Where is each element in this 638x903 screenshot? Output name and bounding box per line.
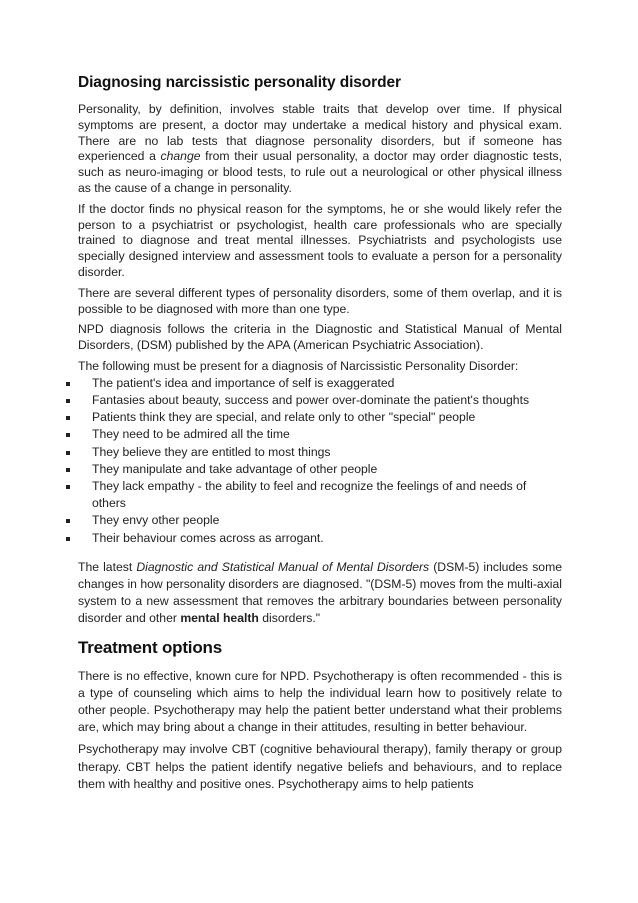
paragraph-dsm5-text-a: The latest — [78, 559, 137, 574]
document-page — [78, 74, 562, 798]
list-item: The patient's idea and importance of self is exaggerated — [64, 375, 562, 392]
paragraph-types: There are several different types of personality disorders, some of them overlap, and it is possible to be diagnosed with more than one type. — [78, 285, 562, 316]
list-item: Fantasies about beauty, success and power over-dominate the patient's thoughts — [64, 392, 562, 409]
spacer — [78, 547, 562, 559]
paragraph-personality — [78, 102, 562, 197]
paragraph-personality-text-b: from their usual personality, a doctor may order diagnostic tests, such as neuro-imaging or blood tests, to rule out a neurological or other physical illness as the cause of a change in personality. — [78, 149, 562, 195]
paragraph-dsm5-text-c: disorders." — [258, 611, 321, 626]
paragraph-cbt: Psychotherapy may involve CBT (cognitive behavioural therapy), family therapy or group therapy. CBT helps the patient identify negative beliefs and behaviours, and to replace them with healthy and positive ones. Psychotherapy aims to help patients — [78, 742, 562, 791]
link-mental-health[interactable]: mental health — [180, 611, 259, 626]
list-item: They manipulate and take advantage of other people — [64, 461, 562, 478]
paragraph-dsm5-text-b: (DSM-5) includes some changes in how personality disorders are diagnosed. "(DSM-5) moves from the multi-axial system to a new assessment that removes the arbitrary boundaries between personality disorder and other — [78, 559, 562, 626]
section-heading-diagnosing: Diagnosing narcissistic personality disorder — [78, 74, 401, 91]
list-item: They envy other people — [64, 512, 562, 529]
paragraph-dsm: NPD diagnosis follows the criteria in the Diagnostic and Statistical Manual of Mental Disorders, (DSM) published by the APA (American Psychiatric Association). — [78, 322, 562, 353]
italic-dsm-title: Diagnostic and Statistical Manual of Mental Disorders — [136, 559, 430, 574]
criteria-list — [64, 375, 562, 547]
list-item: They believe they are entitled to most things — [64, 444, 562, 461]
paragraph-dsm5 — [78, 559, 562, 628]
italic-change: change — [160, 149, 201, 164]
list-item: They need to be admired all the time — [64, 426, 562, 443]
list-item: They lack empathy - the ability to feel and recognize the feelings of and needs of others — [64, 478, 562, 512]
section-heading-treatment: Treatment options — [78, 637, 222, 657]
paragraph-no-cure: There is no effective, known cure for NPD. Psychotherapy is often recommended - this is a type of counseling which aims to help the individual learn how to positively relate to other people. Psychotherapy may help the patient better understand what their problems are, which may bring about a change in their attitudes, resulting in better behaviour. — [78, 668, 562, 735]
paragraph-referral: If the doctor finds no physical reason for the symptoms, he or she would likely refer the person to a psychiatrist or psychologist, health care professionals who are specially trained to diagnose and treat mental illnesses. Psychiatrists and psychologists use specially designed interview and assessment tools to evaluate a person for a personality disorder. — [78, 201, 562, 279]
list-item: Their behaviour comes across as arrogant. — [64, 530, 562, 547]
list-item: Patients think they are special, and relate only to other "special" people — [64, 409, 562, 426]
paragraph-personality-text-a: Personality, by definition, involves stable traits that develop over time. If physical symptoms are present, a doctor may undertake a medical history and physical exam. There are no lab tests that diagnose personality disorders, but if someone has experienced a — [78, 102, 562, 164]
list-intro: The following must be present for a diagnosis of Narcissistic Personality Disorder: — [78, 358, 519, 373]
